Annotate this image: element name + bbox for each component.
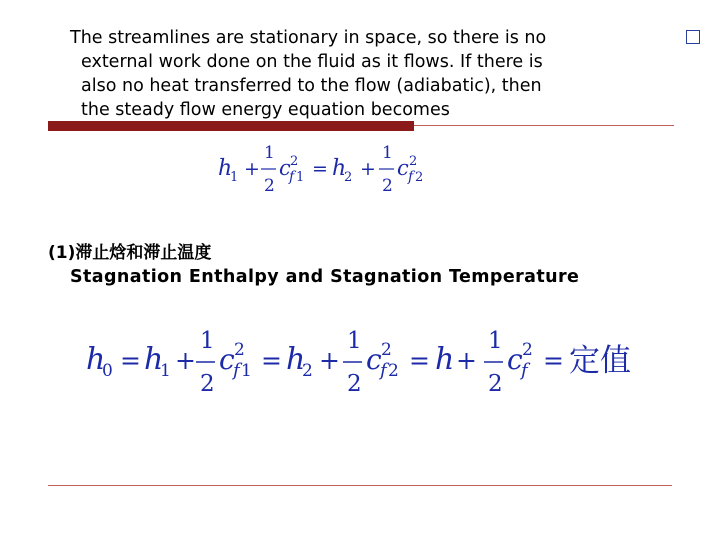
eq2-fsub2: 2 bbox=[388, 361, 399, 381]
eq2-num3: 1 bbox=[488, 328, 503, 354]
eq1-fsub2: 2 bbox=[415, 170, 424, 185]
eq2-sub1: 1 bbox=[160, 361, 171, 381]
eq1-den2: 2 bbox=[382, 176, 393, 196]
eq2-sup1: 2 bbox=[234, 340, 245, 360]
divider-line bbox=[414, 125, 674, 126]
eq1-den: 2 bbox=[264, 176, 275, 196]
eq2-c1: c bbox=[219, 343, 235, 376]
eq2-eq1: = bbox=[120, 346, 141, 375]
eq1-fsub1: 1 bbox=[296, 170, 305, 185]
eq1-h1: h bbox=[218, 156, 233, 181]
eq1-num: 1 bbox=[264, 143, 275, 163]
intro-line: external work done on the fluid as it flows. If there is bbox=[81, 52, 543, 72]
eq1-plus2: + bbox=[360, 158, 376, 180]
eq2-f1: f bbox=[233, 360, 240, 381]
eq1-sub1: 1 bbox=[230, 170, 239, 185]
eq2-h1: h bbox=[144, 342, 164, 377]
eq2-eq2: = bbox=[261, 346, 282, 375]
eq2-sub0: 0 bbox=[102, 361, 113, 381]
intro-line: the steady flow energy equation becomes bbox=[81, 100, 450, 120]
eq2-sup2: 2 bbox=[381, 340, 392, 360]
eq1-c2: c bbox=[397, 156, 409, 180]
eq2-fsub1: 1 bbox=[241, 361, 252, 381]
eq1-plus: + bbox=[244, 158, 260, 180]
section-subheading: Stagnation Enthalpy and Stagnation Temperature bbox=[70, 267, 580, 287]
bullet-square-icon bbox=[686, 30, 700, 44]
eq1-num2: 1 bbox=[382, 143, 393, 163]
eq2-den1: 2 bbox=[200, 371, 215, 397]
eq2-num1: 1 bbox=[200, 328, 215, 354]
section-heading: (1)滞止焓和滞止温度 bbox=[48, 243, 212, 263]
eq2-c2: c bbox=[366, 343, 382, 376]
eq2-eq4: = bbox=[543, 346, 564, 375]
intro-line: also no heat transferred to the flow (adiabatic), then bbox=[81, 76, 542, 96]
divider-line bbox=[48, 485, 672, 486]
divider-bar bbox=[48, 121, 414, 131]
eq2-plus3: + bbox=[456, 346, 477, 375]
eq2-sub2: 2 bbox=[302, 361, 313, 381]
intro-paragraph bbox=[70, 26, 670, 122]
eq2-const: 定值 bbox=[569, 343, 631, 379]
intro-line: The streamlines are stationary in space, so there is no bbox=[70, 28, 547, 48]
eq1-c: c bbox=[279, 156, 291, 180]
eq2-plus2: + bbox=[319, 346, 340, 375]
eq1-sub2: 2 bbox=[344, 170, 353, 185]
eq2-den3: 2 bbox=[488, 371, 503, 397]
eq2-plus1: + bbox=[175, 346, 196, 375]
eq2-num2: 1 bbox=[347, 328, 362, 354]
eq1-h2: h bbox=[332, 156, 347, 181]
eq1-f: f bbox=[289, 169, 295, 185]
eq2-h: h bbox=[435, 342, 455, 377]
eq1-sup: 2 bbox=[290, 154, 299, 169]
eq1-f2: f bbox=[408, 169, 414, 185]
eq2-h2: h bbox=[286, 342, 306, 377]
eq2-f3: f bbox=[521, 360, 528, 381]
eq2-h0: h bbox=[86, 342, 106, 377]
eq2-f2: f bbox=[380, 360, 387, 381]
eq1-equals: = bbox=[312, 158, 328, 180]
eq2-den2: 2 bbox=[347, 371, 362, 397]
eq2-eq3: = bbox=[409, 346, 430, 375]
eq2-c3: c bbox=[507, 343, 523, 376]
energy-equation bbox=[214, 138, 444, 200]
eq2-sup3: 2 bbox=[522, 340, 533, 360]
stagnation-enthalpy-equation bbox=[82, 322, 652, 402]
eq1-sup2: 2 bbox=[409, 154, 418, 169]
